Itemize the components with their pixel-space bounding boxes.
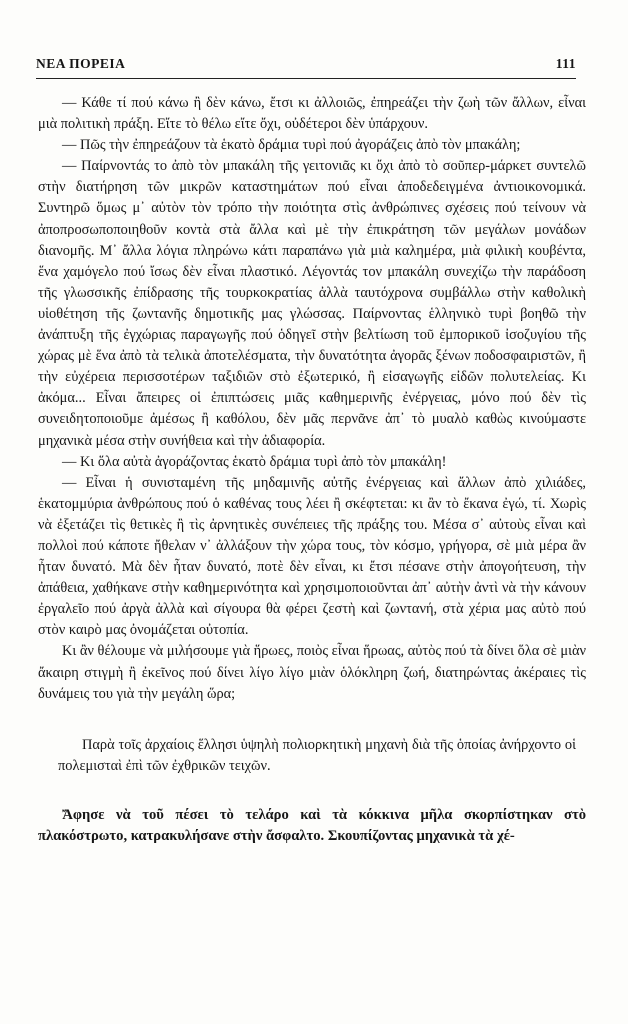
paragraph: — Κι ὅλα αὐτὰ ἀγοράζοντας ἑκατὸ δράμια τυρὶ ἀπὸ τὸν μπακάλη! xyxy=(62,453,447,470)
quote-text: Παρὰ τοῖς ἀρχαίοις ἕλλησι ὑψηλὴ πολιορκητικὴ μηχανὴ διὰ τῆς ὁποίας ἀνήρχοντο οἱ πολεμισταὶ ἐπὶ τῶν ἐχθρικῶν τειχῶν. xyxy=(58,736,576,774)
paragraph: — Πῶς τὴν ἐπηρεάζουν τὰ ἑκατὸ δράμια τυρὶ πού ἀγοράζεις ἀπὸ τὸν μπακάλη; xyxy=(62,137,521,154)
article-body xyxy=(38,93,586,847)
journal-title: ΝΕΑ ΠΟΡΕΙΑ xyxy=(36,56,126,71)
header-rule xyxy=(36,78,576,79)
running-header xyxy=(36,56,576,72)
paragraph: — Κάθε τί πού κάνω ἢ δὲν κάνω, ἔτσι κι ἀλλοιῶς, ἐπηρεάζει τὴν ζωὴ τῶν ἄλλων, εἶναι μιὰ πολιτικὴ πράξη. Εἴτε τὸ θέλω εἴτε ὄχι, οὐδέτεροι δὲν ὑπάρχουν. xyxy=(38,95,586,133)
paragraph: — Παίρνοντάς το ἀπὸ τὸν μπακάλη τῆς γειτονιᾶς κι ὄχι ἀπὸ τὸ σοῦπερ-μάρκετ συντελῶ στὴν διατήρηση τῶν μικρῶν καταστημάτων πού εἶναι ἀποδεδειγμένα ἀντιοικονομικά. Συντηρῶ ὅμως μ᾿ αὐτὸν τὸν τρόπο τὴν ποιότητα στὶς ἀνθρώπινες σχέσεις πού τείνουν νὰ ἀποπροσωποποιηθοῦν κοντὰ στὰ ἄλλα καὶ μὲ τὴν ἐπικράτηση τῶν μεγάλων μονάδων διανομῆς. Μ᾿ ἄλλα λόγια πληρώνω κάτι παραπάνω γιὰ μιὰ καλημέρα, μιὰ φιλικὴ κουβέντα, ἕνα χαμόγελο πού ἴσως δὲν εἶναι πλαστικό. Λέγοντάς τον μπακάλη συνεχίζω τὴν παράδοση τῆς γλωσσικῆς ἐπίδρασης τῆς τουρκοκρατίας ἀλλὰ ταυτόχρονα συμβάλλω στὴν καθολικὴ υἱοθέτηση τῆς ζωντανῆς δημοτικῆς μας γλώσσας. Παίρνοντας ἑλληνικὸ τυρὶ βοηθῶ τὴν ἀνάπτυξη τῆς ἐγχώριας παραγωγῆς πού ὁδηγεῖ στὴν βελτίωση τοῦ ἐμπορικοῦ ἰσοζυγίου τῆς χώρας μὲ ἕνα ἀπὸ τὰ τελικὰ ἀποτελέσματα, τὴν δυνατότητα ἀγορᾶς ξένων ποδοσφαιριστῶν, ἢ τὴν εὐχέρεια περισσοτέρων ταξιδιῶν στὸ ἐξωτερικό, ἢ εἰσαγωγῆς εἰδῶν πολυτελείας. Κι ἀκόμα... Εἶναι ἄπειρες οἱ ἐπιπτώσεις μιᾶς καθημερινῆς ἐνέργειας, μόνο πού δὲν τὶς συνειδητοποιοῦμε ἀμέσως ἢ καθόλου, δὲν μᾶς περνᾶνε ἀπ᾿ τὸ μυαλὸ καθὼς κινούμαστε μηχανικὰ μέσα στὴν συνήθεια καὶ τὴν ἀδιαφορία. xyxy=(38,158,586,449)
paragraph: — Εἶναι ἡ συνισταμένη τῆς μηδαμινῆς αὐτῆς ἐνέργειας καὶ ἄλλων ἀπὸ χιλιάδες, ἑκατομμύρια ἀνθρώπους πού ὁ καθένας τους λέει ἢ σκέφτεται: κι ἂν τὸ ἔκανα ἐγώ, τί. Χωρὶς νὰ ἐξετάζει τὶς θετικὲς ἢ τὶς ἀρνητικὲς συνέπειες τῆς πράξης του. Μέσα σ᾿ αὐτοὺς εἶναι καὶ πολλοὶ πού κάποτε ἤθελαν ν᾿ ἀλλάξουν τὴν χώρα τους, τὸν κόσμο, γρήγορα, σὲ μιὰ μέρα ἂν ἦταν δυνατό. Μὰ δὲν ἦταν δυνατό, ποτὲ δὲν εἶναι, κι ἔτσι πέσανε στὴν ἀπογοήτευση, τὴν ἀπάθεια, χαθήκανε στὴν καθημερινότητα καὶ χρησιμοποιοῦνται ἀπ᾿ αὐτὴν ἀντὶ νὰ τὴν κάνουν ἐργαλεῖο πού ἀργὰ ἀλλὰ καὶ σίγουρα θὰ φέρει ζεστὴ καὶ ζωντανή, στὰ χέρια μας αὐτὸ πού στὸν καιρὸ μας ὀνομάζεται οὐτοπία. xyxy=(38,474,586,639)
paragraph: Κι ἂν θέλουμε νὰ μιλήσουμε γιὰ ἥρωες, ποιὸς εἶναι ἥρωας, αὐτὸς πού τὰ δίνει ὅλα σὲ μιὰν ἄκαιρη στιγμὴ ἢ ἐκεῖνος πού δίνει λίγο λίγο μιὰν ὁλόκληρη ζωή, διατηρώντας ἀκέραιες τὶς δυνάμεις του γιὰ τὴν μεγάλη ὥρα; xyxy=(38,643,586,702)
page-number: 111 xyxy=(555,56,576,71)
footnote-quote xyxy=(38,735,586,777)
closing-paragraph: Ἄφησε νὰ τοῦ πέσει τὸ τελάρο καὶ τὰ κόκκινα μῆλα σκορπίστηκαν στὸ πλακόστρωτο, κατρακυλήσανε στὴν ἄσφαλτο. Σκουπίζοντας μηχανικὰ τὰ χέ- xyxy=(38,806,586,844)
closing-section xyxy=(38,805,586,847)
